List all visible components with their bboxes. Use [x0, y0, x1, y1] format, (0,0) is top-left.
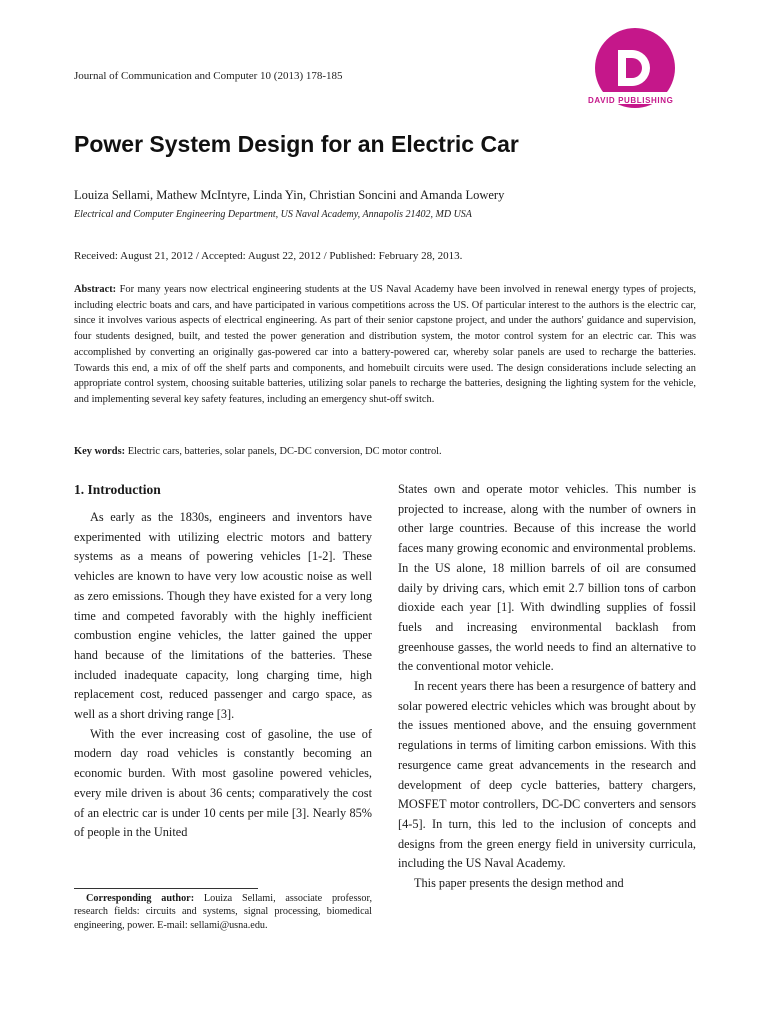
section-heading: 1. Introduction: [74, 482, 161, 497]
abstract: [74, 282, 696, 408]
abstract-text: For many years now electrical engineering students at the US Naval Academy have been involved in renewal energy types of projects, including electric boats and cars, and have participated in various competitions across the US. Of particular interest to the authors is the electric car, since it involves various aspects of electrical engineering. As part of their senior capstone project, and under the authors' guidance and supervision, four students designed, built, and tested the power generation and distribution system, the motor control system for an electric car. This was accomplished by converting an originally gas-powered car into a battery-powered car, whereby solar panels are used to recharge the batteries. Towards this end, a mix of off the shelf parts and components, and homebuilt circuits were used. The design considerations include selecting an appropriate control system, choosing suitable batteries, utilizing solar panels to recharge the batteries, designing the lighting system for the vehicle, and implementing several key safety features, including an emergency shut-off switch.: [74, 284, 696, 405]
footnote-text: Louiza Sellami, associate professor, research fields: circuits and systems, signal processing, biomedical engineering, power. E-mail: sellami@usna.edu.: [74, 893, 372, 931]
paper-title: Power System Design for an Electric Car: [74, 131, 519, 157]
body-paragraph: As early as the 1830s, engineers and inventors have experimented with utilizing electric motors and battery systems as a means of powering vehicles [1-2]. These vehicles are known to have very low acoustic noise as well as zero emissions. Though they have existed for a very long time and competed favorably with the highly inefficient combustion engine vehicles, the latter gained the upper hand because of the limitations of the batteries. These included inadequate capacity, long charging time, high replacement cost, reduced passenger and cargo space, as well as a short driving range [3].: [74, 510, 372, 722]
publication-dates: Received: August 21, 2012 / Accepted: August 22, 2012 / Published: February 28, 2013.: [74, 250, 463, 262]
journal-citation: Journal of Communication and Computer 10 (2013) 178-185: [74, 70, 343, 82]
left-column: [74, 480, 372, 843]
corresponding-author-footnote: [74, 892, 372, 932]
keywords-text: Electric cars, batteries, solar panels, DC-DC conversion, DC motor control.: [125, 446, 442, 457]
abstract-label: Abstract:: [74, 284, 117, 295]
paper-affiliation: Electrical and Computer Engineering Department, US Naval Academy, Annapolis 21402, MD USA: [74, 209, 472, 220]
keywords-label: Key words:: [74, 446, 126, 457]
paper-authors: Louiza Sellami, Mathew McIntyre, Linda Yin, Christian Soncini and Amanda Lowery: [74, 188, 505, 202]
body-paragraph: This paper presents the design method and: [414, 876, 624, 891]
footnote-label: Corresponding author:: [86, 893, 195, 904]
body-paragraph: With the ever increasing cost of gasoline, the use of modern day road vehicles is constantly becoming an economic burden. With most gasoline powered vehicles, every mile driven is about 36 cents; comparatively the cost of an electric car is under 10 cents per mile [3]. Nearly 85% of people in the United: [74, 726, 372, 840]
publisher-logo-text: DAVID PUBLISHING: [588, 96, 674, 105]
footnote-divider: [74, 888, 258, 889]
body-paragraph: States own and operate motor vehicles. This number is projected to increase, along with the number of owners in other large countries. Because of this increase the world faces many growing economic and environmental problems. In the US alone, 18 million barrels of oil are consumed daily by driving cars, which emit 2.7 billion tons of carbon dioxide each year [1]. With dwindling supplies of fossil fuels and increasing environmental backlash from greenhouse gasses, the world needs to find an alternative to the conventional motor vehicle.: [398, 482, 696, 674]
keywords: [74, 446, 442, 457]
right-column: [398, 480, 696, 894]
body-paragraph: In recent years there has been a resurgence of battery and solar powered electric vehicles which was brought about by the issues mentioned above, and the ensuing government regulations in terms of limiting carbon emissions. With this resurgence came great advancements in the research and development of deep cycle batteries, battery chargers, MOSFET motor controllers, DC-DC converters and sensors [4-5]. In turn, this led to the inclusion of concepts and designs from the green energy field in university curricula, including the US Naval Academy.: [398, 679, 696, 871]
